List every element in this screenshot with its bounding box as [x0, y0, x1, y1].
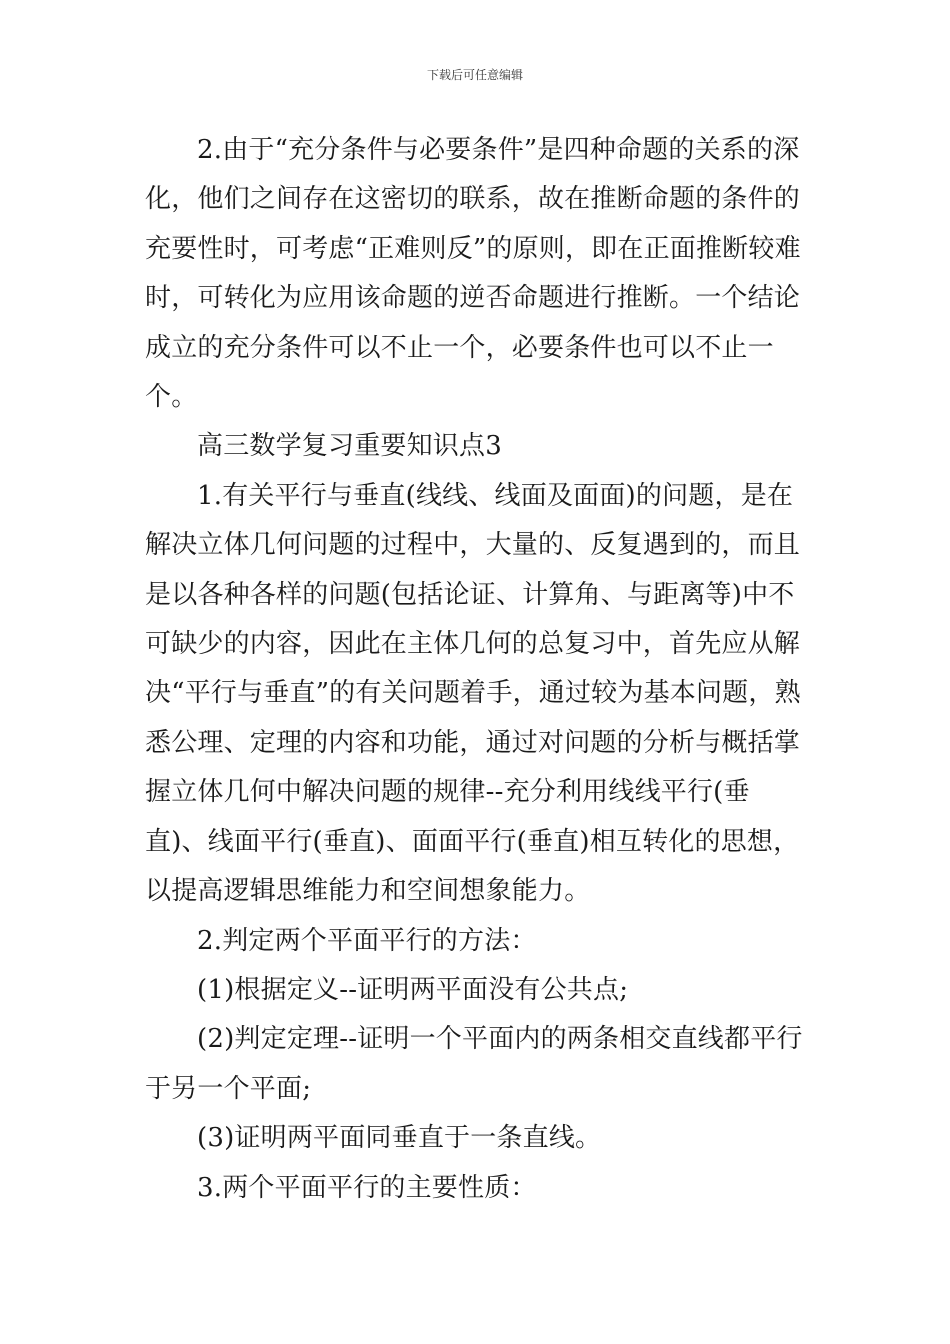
section-heading: 高三数学复习重要知识点3: [197, 431, 502, 462]
paragraph-conditions: 2.由于“充分条件与必要条件”是四种命题的关系的深化，他们之间存在这密切的联系，故在推断命题的条件的充要性时，可考虑“正难则反”的原则，即在正面推断较难时，可转化为应用该命题的逆否命题进行推断。一个结论成立的充分条件可以不止一个，必要条件也可以不止一个。: [145, 135, 801, 413]
document-body: [145, 126, 810, 1213]
paragraph-method-2: (2)判定定理--证明一个平面内的两条相交直线都平行于另一个平面;: [145, 1024, 803, 1104]
paragraph-method-3: (3)证明两平面同垂直于一条直线。: [197, 1123, 602, 1154]
paragraph-parallel-perpendicular: 1.有关平行与垂直(线线、线面及面面)的问题，是在解决立体几何问题的过程中，大量的、反复遇到的，而且是以各种各样的问题(包括论证、计算角、与距离等)中不可缺少的内容，因此在主体几何的总复习中，首先应从解决“平行与垂直”的有关问题着手，通过较为基本问题，熟悉公理、定理的内容和功能，通过对问题的分析与概括掌握立体几何中解决问题的规律--充分利用线线平行(垂直)、线面平行(垂直)、面面平行(垂直)相互转化的思想，以提高逻辑思维能力和空间想象能力。: [145, 480, 801, 907]
paragraph-method-title: 2.判定两个平面平行的方法：: [197, 925, 537, 956]
paragraph-properties-title: 3.两个平面平行的主要性质：: [197, 1172, 537, 1203]
paragraph-method-1: (1)根据定义--证明两平面没有公共点;: [197, 974, 629, 1005]
header-note: 下载后可任意编辑: [426, 68, 523, 82]
